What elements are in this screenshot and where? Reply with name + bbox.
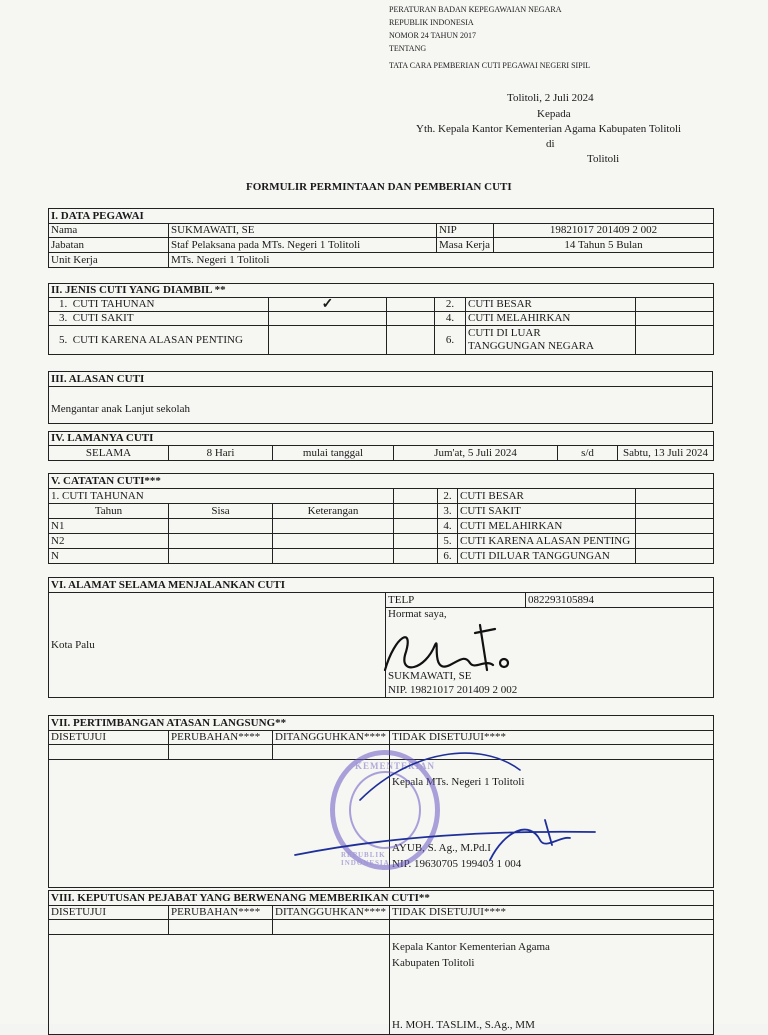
supervisor-position: Kepala MTs. Negeri 1 Tolitoli <box>392 776 525 788</box>
empty-cell <box>49 745 169 760</box>
empty-cell <box>269 312 387 326</box>
empty-cell <box>273 519 394 534</box>
opt-ditangguhkan: DITANGGUHKAN**** <box>273 906 390 920</box>
masa-kerja-value: 14 Tahun 5 Bulan <box>494 238 714 253</box>
section-title: IV. LAMANYA CUTI <box>49 432 714 446</box>
section-title: V. CATATAN CUTI*** <box>49 474 714 489</box>
reason-text: Mengantar anak Lanjut sekolah <box>49 387 713 424</box>
jabatan-label: Jabatan <box>49 238 169 253</box>
hormat-saya: Hormat saya, <box>388 608 447 620</box>
empty-cell <box>387 326 435 355</box>
empty-cell <box>636 534 714 549</box>
opt-perubahan: PERUBAHAN**** <box>169 731 273 745</box>
selama-label: SELAMA <box>49 446 169 461</box>
item-label: CUTI SAKIT <box>72 312 134 324</box>
regulation-line-4: TENTANG <box>389 44 427 53</box>
masa-kerja-label: Masa Kerja <box>437 238 494 253</box>
opt-perubahan: PERUBAHAN**** <box>169 906 273 920</box>
item-number: 6. <box>435 326 466 355</box>
item-number: 6. <box>438 549 458 564</box>
catatan-item-2: CUTI BESAR <box>458 489 636 504</box>
leave-type-4: CUTI MELAHIRKAN <box>466 312 636 326</box>
empty-cell <box>636 549 714 564</box>
seal-text-bottom: REPUBLIK INDONESIA <box>341 851 390 867</box>
empty-cell <box>169 519 273 534</box>
item-number: 2. <box>435 298 466 312</box>
nip-value: 19821017 201409 2 002 <box>494 224 714 238</box>
item-label-line-1: CUTI DI LUAR <box>468 327 541 339</box>
section-title: II. JENIS CUTI YANG DIAMBIL ** <box>49 284 714 298</box>
nama-value: SUKMAWATI, SE <box>169 224 437 238</box>
nip-label: NIP <box>437 224 494 238</box>
section-data-pegawai <box>48 208 714 268</box>
seal-text-top: KEMENTERIAN <box>355 761 436 771</box>
checkmark-icon: ✓ <box>269 298 387 312</box>
empty-cell <box>394 534 438 549</box>
empty-cell <box>169 534 273 549</box>
recipient-city: Tolitoli <box>587 153 620 165</box>
row-n: N <box>49 549 169 564</box>
catatan-item-3: CUTI SAKIT <box>458 504 636 519</box>
section-keputusan-pejabat <box>48 890 714 1035</box>
section-jenis-cuti <box>48 283 714 355</box>
opt-tidak-disetujui: TIDAK DISETUJUI**** <box>390 731 714 745</box>
col-sisa: Sisa <box>169 504 273 519</box>
item-label-line-2: TANGGUNGAN NEGARA <box>468 340 594 352</box>
opt-disetujui: DISETUJUI <box>49 906 169 920</box>
recipient-di: di <box>546 138 555 150</box>
empty-cell <box>394 504 438 519</box>
leave-address: Kota Palu <box>49 593 386 698</box>
sd-label: s/d <box>558 446 618 461</box>
form-title: FORMULIR PERMINTAAN DAN PEMBERIAN CUTI <box>246 181 512 193</box>
regulation-line-1: PERATURAN BADAN KEPEGAWAIAN NEGARA <box>389 5 562 14</box>
regulation-line-3: NOMOR 24 TAHUN 2017 <box>389 31 476 40</box>
opt-disetujui: DISETUJUI <box>49 731 169 745</box>
empty-cell <box>387 312 435 326</box>
supervisor-signature-loop <box>330 740 530 820</box>
official-position-2: Kabupaten Tolitoli <box>392 957 475 969</box>
empty-cell <box>636 298 714 312</box>
empty-cell <box>49 920 169 935</box>
end-date: Sabtu, 13 Juli 2024 <box>618 446 714 461</box>
section-title: VI. ALAMAT SELAMA MENJALANKAN CUTI <box>49 578 714 593</box>
section-title: VIII. KEPUTUSAN PEJABAT YANG BERWENANG MEMBERIKAN CUTI** <box>49 891 714 906</box>
empty-cell <box>273 920 390 935</box>
cuti-tahunan-label: 1. CUTI TAHUNAN <box>49 489 394 504</box>
empty-cell <box>636 312 714 326</box>
applicant-nip: NIP. 19821017 201409 2 002 <box>388 684 518 696</box>
mulai-label: mulai tanggal <box>273 446 394 461</box>
supervisor-nip: NIP. 19630705 199403 1 004 <box>392 858 522 870</box>
item-number: 3. <box>438 504 458 519</box>
duration-value: 8 Hari <box>169 446 273 461</box>
item-number: 5. <box>59 333 68 346</box>
applicant-signature-mark <box>375 615 525 685</box>
empty-cell <box>636 504 714 519</box>
leave-type-3 <box>49 312 269 326</box>
empty-cell <box>269 326 387 355</box>
empty-cell <box>169 920 273 935</box>
opt-ditangguhkan: DITANGGUHKAN**** <box>273 731 390 745</box>
empty-cell <box>169 549 273 564</box>
unit-kerja-value: MTs. Negeri 1 Tolitoli <box>169 253 714 268</box>
official-position-1: Kepala Kantor Kementerian Agama <box>392 941 550 953</box>
telp-label: TELP <box>386 593 526 608</box>
section-title: I. DATA PEGAWAI <box>49 209 714 224</box>
section-lamanya-cuti <box>48 431 714 461</box>
item-number: 2. <box>438 489 458 504</box>
leave-type-6 <box>466 326 636 355</box>
item-number: 1. <box>59 298 68 310</box>
item-number: 4. <box>435 312 466 326</box>
regulation-line-5: TATA CARA PEMBERIAN CUTI PEGAWAI NEGERI SIPIL <box>389 61 591 70</box>
empty-cell <box>387 298 435 312</box>
opt-tidak-disetujui: TIDAK DISETUJUI**** <box>390 906 714 920</box>
empty-cell <box>273 549 394 564</box>
recipient-kepada: Kepada <box>537 108 571 120</box>
catatan-item-6: CUTI DILUAR TANGGUNGAN <box>458 549 636 564</box>
applicant-name: SUKMAWATI, SE <box>388 670 472 682</box>
item-number: 3. <box>59 312 68 324</box>
leave-type-1 <box>49 298 269 312</box>
leave-type-5 <box>49 326 269 355</box>
regulation-line-2: REPUBLIK INDONESIA <box>389 18 474 27</box>
empty-cell <box>636 519 714 534</box>
col-tahun: Tahun <box>49 504 169 519</box>
row-n1: N1 <box>49 519 169 534</box>
section-title: III. ALASAN CUTI <box>49 372 713 387</box>
item-label: CUTI TAHUNAN <box>72 298 155 310</box>
item-number: 4. <box>438 519 458 534</box>
empty-cell <box>394 489 438 504</box>
official-name: H. MOH. TASLIM., S.Ag., MM <box>392 1019 535 1031</box>
empty-cell <box>169 745 273 760</box>
jabatan-value: Staf Pelaksana pada MTs. Negeri 1 Tolitoli <box>169 238 437 253</box>
unit-kerja-label: Unit Kerja <box>49 253 169 268</box>
catatan-item-5: CUTI KARENA ALASAN PENTING <box>458 534 636 549</box>
empty-cell <box>636 489 714 504</box>
row-n2: N2 <box>49 534 169 549</box>
official-signature-block <box>390 935 714 1035</box>
item-number: 5. <box>438 534 458 549</box>
leave-type-2: CUTI BESAR <box>466 298 636 312</box>
empty-cell <box>390 920 714 935</box>
nama-label: Nama <box>49 224 169 238</box>
empty-cell <box>394 549 438 564</box>
supervisor-name: AYUB, S. Ag., M.Pd.I <box>392 842 491 854</box>
place-date: Tolitoli, 2 Juli 2024 <box>507 92 594 104</box>
empty-cell <box>273 534 394 549</box>
section-alasan-cuti <box>48 371 713 424</box>
empty-cell <box>49 935 390 1035</box>
empty-cell <box>636 326 714 355</box>
section-catatan-cuti <box>48 473 714 564</box>
catatan-item-4: CUTI MELAHIRKAN <box>458 519 636 534</box>
section-title: VII. PERTIMBANGAN ATASAN LANGSUNG** <box>49 716 714 731</box>
empty-cell <box>394 519 438 534</box>
recipient-yth: Yth. Kepala Kantor Kementerian Agama Kabupaten Tolitoli <box>416 123 682 135</box>
telp-value: 082293105894 <box>526 593 714 608</box>
start-date: Jum'at, 5 Juli 2024 <box>394 446 558 461</box>
col-keterangan: Keterangan <box>273 504 394 519</box>
item-label: CUTI KARENA ALASAN PENTING <box>72 333 243 346</box>
